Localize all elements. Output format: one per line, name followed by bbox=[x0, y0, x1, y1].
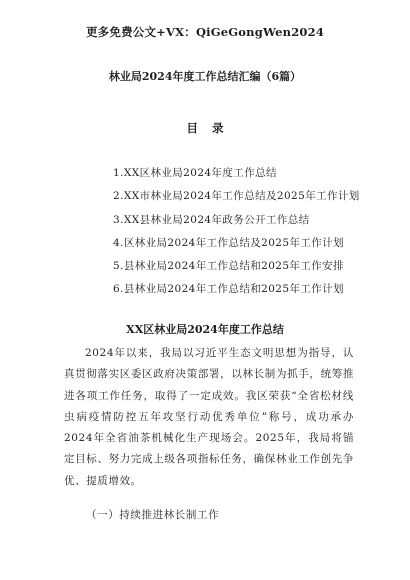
toc-item: 3.XX县林业局2024年政务公开工作总结 bbox=[113, 213, 310, 226]
toc-item: 5.县林业局2024年工作总结和2025年工作安排 bbox=[113, 260, 344, 273]
promo-header: 更多免费公文+VX：QiGeGongWen2024 bbox=[85, 25, 325, 39]
section-title: XX区林业局2024年度工作总结 bbox=[126, 323, 284, 336]
toc-item: 4.区林业局2024年工作总结及2025年工作计划 bbox=[113, 236, 344, 249]
document-title: 林业局2024年度工作总结汇编（6篇） bbox=[108, 70, 302, 83]
toc-item: 6.县林业局2024年工作总结和2025年工作计划 bbox=[113, 283, 344, 296]
section-subheading: （一）持续推进林长制工作 bbox=[86, 509, 220, 521]
table-of-contents bbox=[113, 166, 403, 306]
toc-item: 1.XX区林业局2024年度工作总结 bbox=[113, 167, 277, 179]
toc-item: 2.XX市林业局2024年工作总结及2025年工作计划 bbox=[113, 190, 360, 203]
toc-heading: 目录 bbox=[186, 121, 238, 135]
body-paragraph: 2024年以来，我局以习近平生态文明思想为指导，认真贯彻落实区委区政府决策部署，以林长制为抓手，统筹推进各项工作任务，取得了一定成效。我区荣获“全省松材线虫病疫情防控五年攻坚行动优秀单位”称号，成功承办2024年全省油茶机械化生产现场会。2025年，我局将锚定目标、努力完成上级各项指标任务，确保林业工作创先争优、提质增效。 bbox=[64, 347, 354, 487]
